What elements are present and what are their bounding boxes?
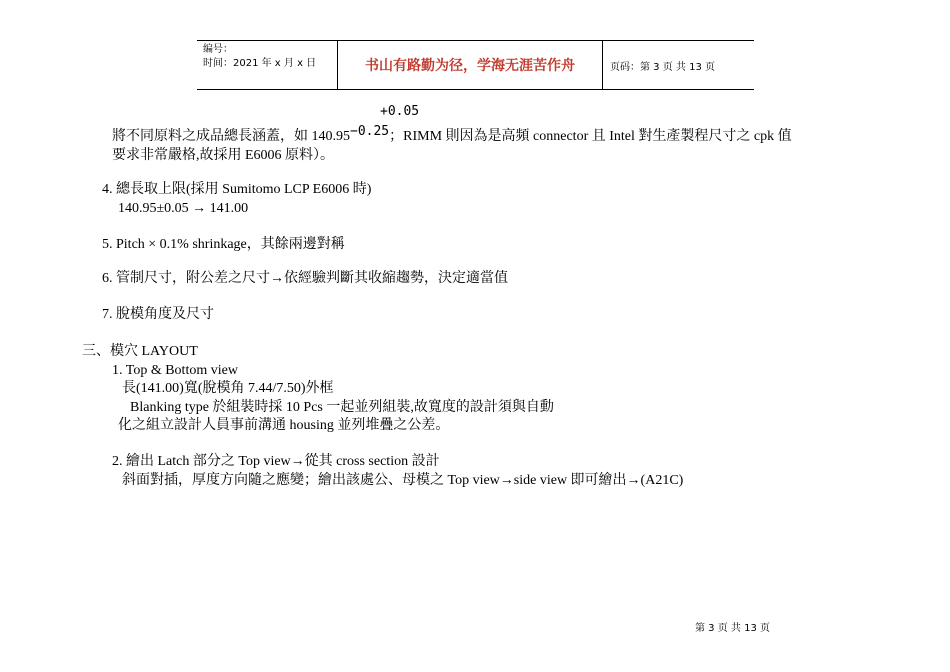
section-3-item-2: 2. 繪出 Latch 部分之 Top view→從其 cross section 設計	[112, 454, 440, 469]
section-3-heading: 三、模穴 LAYOUT	[82, 344, 198, 359]
intro-line-1-b: ；RIMM 則因為是高頻 connector 且 Intel 對生產製程尺寸之 cpk 值	[389, 129, 792, 144]
intro-line-1-a: 將不同原料之成品總長涵蓋，如 140.95	[112, 129, 350, 144]
section-3-item-1-c: 化之組立設計人員事前溝通 housing 並列堆疊之公差。	[118, 418, 450, 433]
item-6: 6. 管制尺寸，附公差之尺寸→依經驗判斷其收縮趨勢，決定適當值	[102, 271, 508, 286]
item-4-detail: 140.95±0.05 → 141.00	[118, 201, 249, 216]
tolerance-lower: −0.25	[350, 124, 390, 139]
section-3-item-1: 1. Top & Bottom view	[112, 363, 238, 378]
section-3-item-1-b: Blanking type 於組裝時採 10 Pcs 一起並列組裝,故寬度的設計須與自動	[130, 400, 554, 415]
header-page-info: 页码：第 3 页 共 13 页	[610, 61, 715, 73]
header-info	[197, 41, 337, 89]
intro-line-1	[112, 124, 792, 145]
item-4: 4. 總長取上限(採用 Sumitomo LCP E6006 時)	[102, 182, 372, 197]
header-motto: 书山有路勤为径，学海无涯苦作舟	[337, 41, 603, 89]
header-date-label: 时间：2021 年 x 月 x 日	[203, 58, 317, 69]
tolerance-upper: +0.05	[380, 104, 420, 119]
section-3-item-1-a: 長(141.00)寬(脫模角 7.44/7.50)外框	[122, 381, 334, 396]
page-footer: 第 3 页 共 13 页	[695, 623, 770, 634]
header-number-label: 编号：	[203, 44, 233, 55]
item-5: 5. Pitch × 0.1% shrinkage，其餘兩邊對稱	[102, 237, 345, 252]
section-3-item-2-a: 斜面對插，厚度方向隨之應變；繪出該處公、母模之 Top view→side view 即可繪出→(A21C)	[122, 473, 684, 488]
page-header	[197, 40, 754, 90]
item-7: 7. 脫模角度及尺寸	[102, 307, 214, 322]
intro-line-2: 要求非常嚴格,故採用 E6006 原料）。	[112, 148, 335, 163]
